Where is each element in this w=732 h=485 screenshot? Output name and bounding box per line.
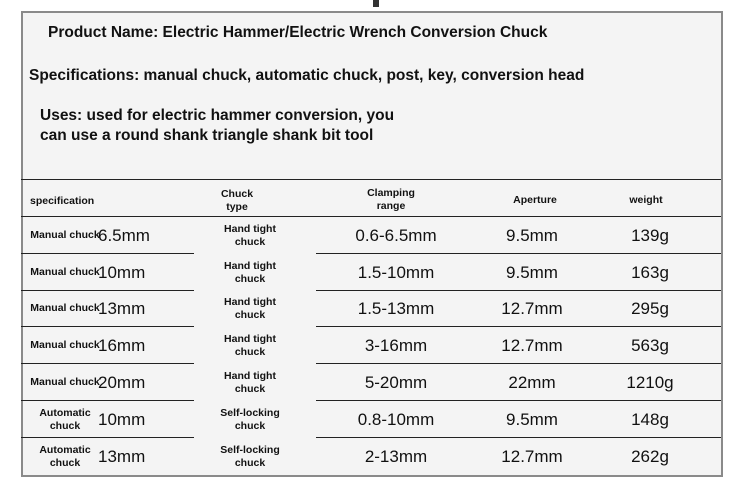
row-chuck-type (205, 223, 295, 249)
row-size: 6.5mm (98, 225, 150, 245)
row-rule-left (21, 363, 101, 364)
row-size: 13mm (98, 298, 146, 318)
row-clamping-range: 0.8-10mm (357, 409, 435, 429)
header-clamping-range: Clamping range (367, 187, 415, 212)
row-specification-line1: Manual chuck (30, 301, 100, 314)
row-rule-left (21, 437, 101, 438)
row-chuck-type-line1: Hand tight (224, 295, 276, 308)
row-specification (24, 229, 106, 242)
row-chuck-type-line2: chuck (234, 419, 266, 432)
row-rule-right (316, 326, 721, 327)
row-weight: 295g (631, 298, 669, 318)
header-rule (21, 216, 721, 217)
row-specification (24, 376, 106, 389)
row-clamping-range: 5-20mm (364, 372, 428, 392)
row-size: 16mm (98, 335, 146, 355)
row-chuck-type-line1: Self-locking (220, 406, 280, 419)
row-rule-size (101, 290, 194, 291)
row-rule-right (316, 437, 721, 438)
row-rule-size (101, 363, 194, 364)
row-rule-right (316, 290, 721, 291)
row-chuck-type-line2: chuck (234, 235, 266, 248)
row-chuck-type-line2: chuck (234, 345, 266, 358)
row-chuck-type-line1: Hand tight (224, 222, 276, 235)
row-rule-right (316, 363, 721, 364)
top-marker (373, 0, 379, 7)
row-aperture: 22mm (508, 372, 556, 392)
row-clamping-range: 3-16mm (364, 335, 428, 355)
row-aperture: 12.7mm (501, 335, 563, 355)
header-specification: specification (30, 195, 95, 207)
row-rule-size (101, 253, 194, 254)
row-rule-left (21, 290, 101, 291)
row-chuck-type-line2: chuck (234, 272, 266, 285)
row-rule-size (101, 437, 194, 438)
row-chuck-type (205, 296, 295, 322)
row-chuck-type (205, 407, 295, 433)
row-specification (24, 266, 106, 279)
row-rule-left (21, 326, 101, 327)
row-weight: 1210g (626, 372, 674, 392)
row-chuck-type-line2: chuck (234, 382, 266, 395)
row-specification-line2: chuck (49, 419, 81, 432)
row-specification-line1: Automatic (39, 443, 91, 456)
row-aperture: 12.7mm (501, 298, 563, 318)
row-clamping-range: 2-13mm (364, 446, 428, 466)
uses-line-1: Uses: used for electric hammer conversion, you (40, 107, 395, 124)
row-rule-left (21, 253, 101, 254)
row-chuck-type (205, 444, 295, 470)
row-chuck-type-line1: Self-locking (220, 443, 280, 456)
row-size: 13mm (98, 446, 146, 466)
row-chuck-type (205, 370, 295, 396)
row-weight: 262g (631, 446, 669, 466)
row-clamping-range: 0.6-6.5mm (355, 225, 437, 245)
row-chuck-type (205, 333, 295, 359)
row-specification-line1: Manual chuck (30, 228, 100, 241)
row-specification-line2: chuck (49, 456, 81, 469)
row-specification-line1: Automatic (39, 406, 91, 419)
row-chuck-type-line1: Hand tight (224, 259, 276, 272)
row-weight: 563g (631, 335, 669, 355)
table-top-rule (21, 179, 721, 180)
row-aperture: 9.5mm (506, 409, 558, 429)
row-aperture: 9.5mm (506, 262, 558, 282)
header-weight: weight (629, 194, 663, 206)
row-size: 20mm (98, 372, 146, 392)
product-name: Product Name: Electric Hammer/Electric Wrench Conversion Chuck (48, 24, 548, 41)
row-weight: 148g (631, 409, 669, 429)
row-weight: 163g (631, 262, 669, 282)
row-chuck-type (205, 260, 295, 286)
row-clamping-range: 1.5-13mm (357, 298, 435, 318)
row-specification (24, 339, 106, 352)
row-size: 10mm (98, 262, 146, 282)
header-aperture: Aperture (513, 194, 557, 206)
row-aperture: 12.7mm (501, 446, 563, 466)
specifications: Specifications: manual chuck, automatic chuck, post, key, conversion head (29, 67, 585, 84)
row-rule-left (21, 400, 101, 401)
row-chuck-type-line1: Hand tight (224, 332, 276, 345)
row-chuck-type-line2: chuck (234, 308, 266, 321)
row-weight: 139g (631, 225, 669, 245)
row-rule-right (316, 400, 721, 401)
row-rule-size (101, 400, 194, 401)
row-clamping-range: 1.5-10mm (357, 262, 435, 282)
row-rule-size (101, 326, 194, 327)
row-chuck-type-line1: Hand tight (224, 369, 276, 382)
uses-line-2: can use a round shank triangle shank bit tool (40, 127, 374, 144)
row-aperture: 9.5mm (506, 225, 558, 245)
header-chuck-type: Chuck type (220, 188, 254, 213)
row-specification-line1: Manual chuck (30, 338, 100, 351)
row-specification (24, 407, 106, 433)
row-specification (24, 302, 106, 315)
row-specification-line1: Manual chuck (30, 375, 100, 388)
row-specification (24, 444, 106, 470)
row-specification-line1: Manual chuck (30, 265, 100, 278)
row-chuck-type-line2: chuck (234, 456, 266, 469)
row-rule-right (316, 253, 721, 254)
row-size: 10mm (98, 409, 146, 429)
